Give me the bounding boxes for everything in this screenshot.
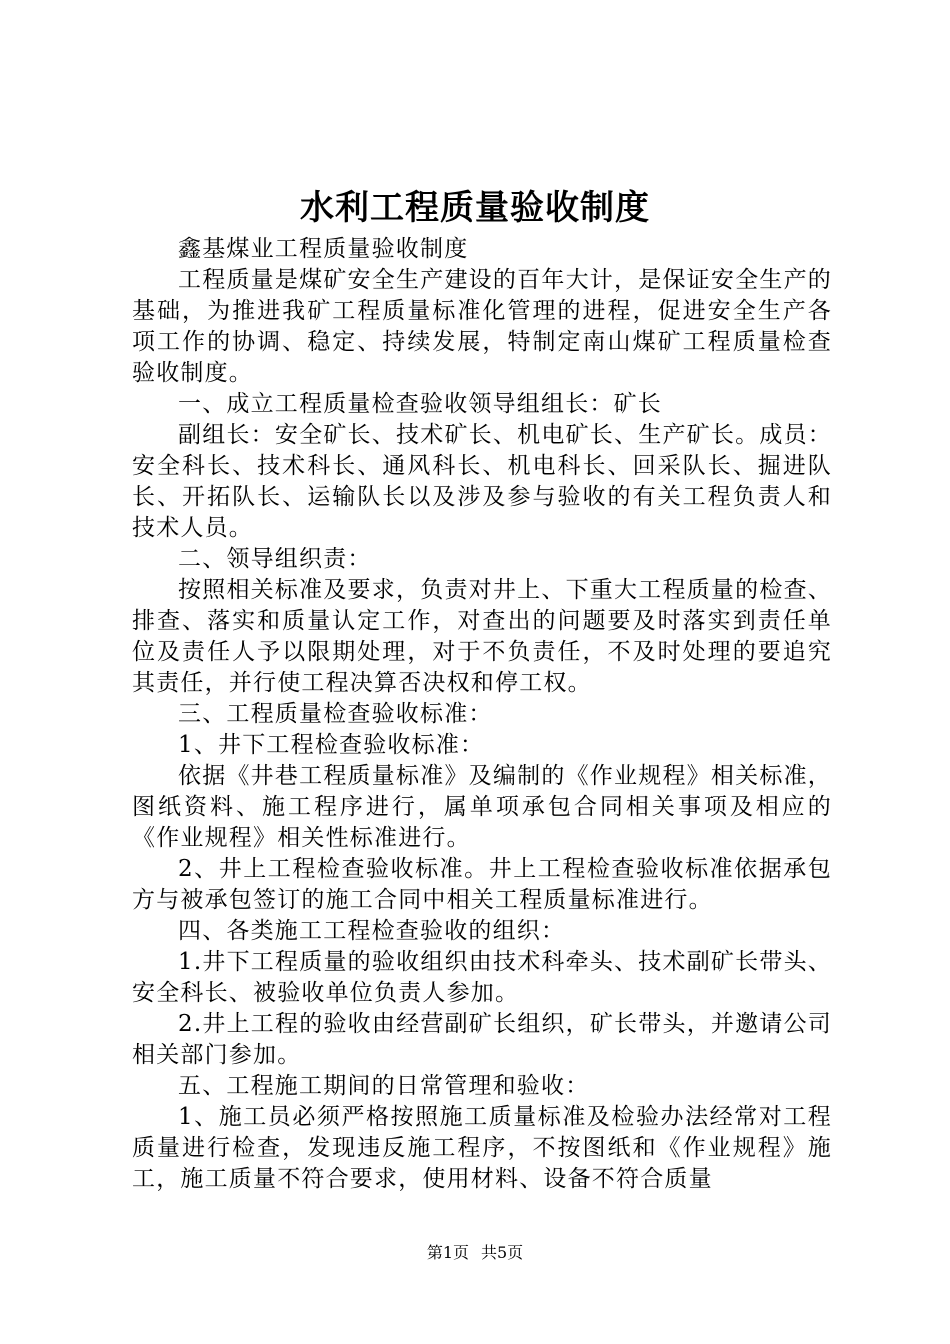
paragraph-section-4-heading: 四、各类施工工程检查验收的组织： [178, 918, 566, 944]
paragraph-section-2-heading: 二、领导组织责： [178, 546, 372, 572]
page-number: 第1页 [426, 1243, 469, 1262]
paragraph-section-3-heading: 三、工程质量检查验收标准： [178, 701, 493, 727]
page-total: 共5页 [481, 1243, 524, 1262]
paragraph-section-5-heading: 五、工程施工期间的日常管理和验收： [178, 1073, 590, 1099]
document-title: 水利工程质量验收制度 [300, 188, 650, 228]
page-footer [0, 1242, 950, 1264]
paragraph-section-3-item-2: 2、井上工程检查验收标准。井上工程检查验收标准依据承包方与被承包签订的施工合同中相关工程质量标准进行。 [132, 856, 832, 913]
paragraph-section-3-item-1-body: 依据《井巷工程质量标准》及编制的《作业规程》相关标准，图纸资料、施工程序进行，属单项承包合同相关事项及相应的《作业规程》相关性标准进行。 [132, 763, 832, 851]
paragraph-section-1-members: 副组长：安全矿长、技术矿长、机电矿长、生产矿长。成员：安全科长、技术科长、通风科长、机电科长、回采队长、掘进队长、开拓队长、运输队长以及涉及参与验收的有关工程负责人和技术人员。 [132, 422, 832, 541]
paragraph-section-2-body: 按照相关标准及要求，负责对井上、下重大工程质量的检查、排查、落实和质量认定工作，对查出的问题要及时落实到责任单位及责任人予以限期处理，对于不负责任，不及时处理的要追究其责任，并行使工程决算否决权和停工权。 [132, 577, 832, 696]
paragraph-section-5-item-1: 1、施工员必须严格按照施工质量标准及检验办法经常对工程质量进行检查，发现违反施工程序，不按图纸和《作业规程》施工，施工质量不符合要求，使用材料、设备不符合质量 [132, 1104, 832, 1192]
document-body [132, 234, 832, 1195]
paragraph-subtitle: 鑫基煤业工程质量验收制度 [178, 236, 469, 262]
paragraph-section-1-heading: 一、成立工程质量检查验收领导组组长：矿长 [178, 391, 662, 417]
paragraph-section-4-item-2: 2.井上工程的验收由经营副矿长组织，矿长带头，并邀请公司相关部门参加。 [132, 1011, 832, 1068]
paragraph-section-3-item-1-heading: 1、井下工程检查验收标准： [178, 732, 485, 758]
paragraph-section-4-item-1: 1.井下工程质量的验收组织由技术科牵头、技术副矿长带头、安全科长、被验收单位负责人参加。 [132, 949, 832, 1006]
paragraph-intro: 工程质量是煤矿安全生产建设的百年大计，是保证安全生产的基础，为推进我矿工程质量标准化管理的进程，促进安全生产各项工作的协调、稳定、持续发展，特制定南山煤矿工程质量检查验收制度。 [132, 267, 832, 386]
